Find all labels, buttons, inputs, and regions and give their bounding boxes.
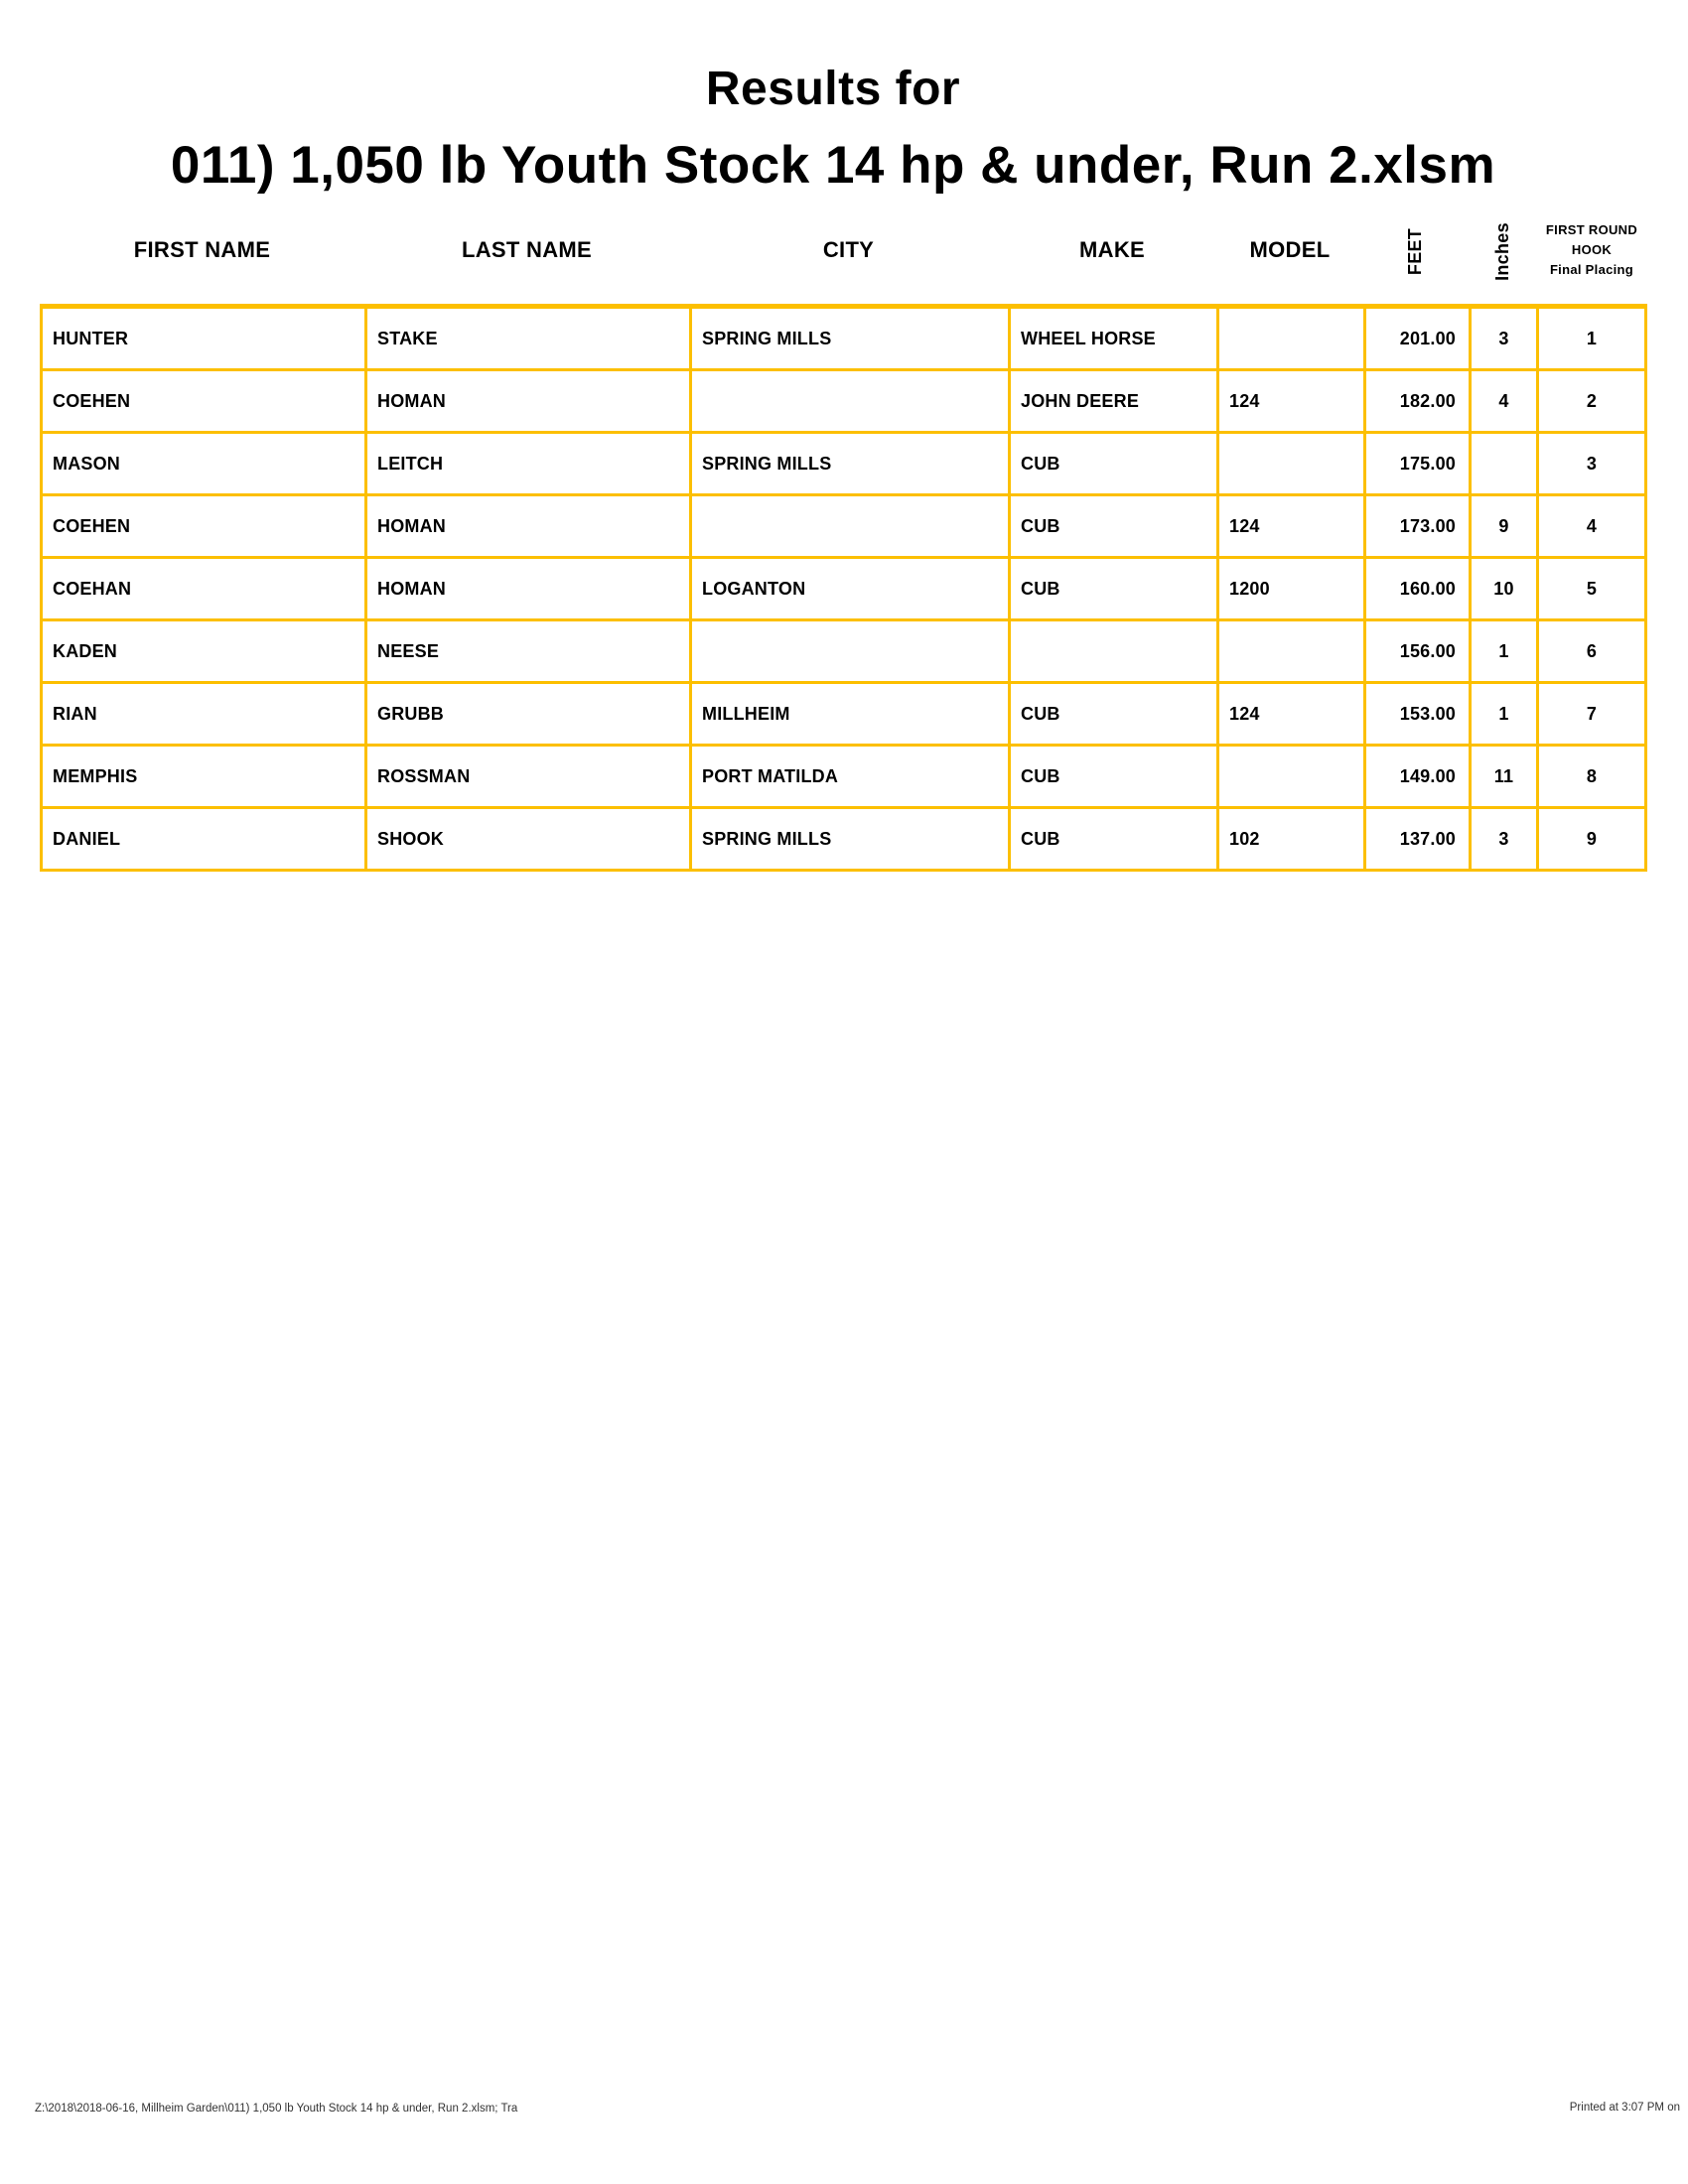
cell-make: CUB [1008, 434, 1216, 493]
cell-feet: 175.00 [1363, 434, 1469, 493]
cell-first-name: COEHEN [40, 371, 364, 431]
cell-city: PORT MATILDA [689, 747, 1008, 806]
cell-first-name: DANIEL [40, 809, 364, 869]
cell-feet: 156.00 [1363, 621, 1469, 681]
col-header-feet-label: FEET [1405, 227, 1426, 276]
cell-model: 1200 [1216, 559, 1363, 618]
col-header-inches [1474, 222, 1532, 281]
cell-placing: 2 [1536, 371, 1647, 431]
cell-city: MILLHEIM [689, 684, 1008, 744]
cell-feet: 153.00 [1363, 684, 1469, 744]
page-title: Results for [705, 63, 961, 115]
cell-first-name: RIAN [40, 684, 364, 744]
cell-placing: 1 [1536, 309, 1647, 368]
cell-city: SPRING MILLS [689, 809, 1008, 869]
cell-last-name: GRUBB [364, 684, 689, 744]
cell-inches: 3 [1469, 809, 1536, 869]
cell-city [689, 496, 1008, 556]
cell-feet: 137.00 [1363, 809, 1469, 869]
cell-inches: 9 [1469, 496, 1536, 556]
table-header-row [40, 199, 1647, 302]
cell-placing: 5 [1536, 559, 1647, 618]
col-header-first-name: FIRST NAME [133, 237, 271, 262]
table-row [40, 496, 1647, 559]
cell-placing: 4 [1536, 496, 1647, 556]
hook-header-line1: FIRST ROUND [1545, 221, 1638, 237]
table-row [40, 371, 1647, 434]
hook-header-line2: HOOK [1571, 241, 1613, 257]
cell-inches: 1 [1469, 684, 1536, 744]
cell-feet: 201.00 [1363, 309, 1469, 368]
cell-model [1216, 747, 1363, 806]
cell-placing: 7 [1536, 684, 1647, 744]
footer-file-path: Z:\2018\2018-06-16, Millheim Garden\011) 1,050 lb Youth Stock 14 hp & under, Run 2.xlsm; Tra [35, 2103, 518, 2115]
table-row [40, 621, 1647, 684]
cell-last-name: NEESE [364, 621, 689, 681]
cell-inches: 4 [1469, 371, 1536, 431]
cell-make: CUB [1008, 684, 1216, 744]
cell-city: LOGANTON [689, 559, 1008, 618]
cell-first-name: MEMPHIS [40, 747, 364, 806]
cell-first-name: COEHAN [40, 559, 364, 618]
cell-model: 124 [1216, 496, 1363, 556]
cell-make: CUB [1008, 809, 1216, 869]
cell-last-name: ROSSMAN [364, 747, 689, 806]
cell-inches: 1 [1469, 621, 1536, 681]
cell-last-name: HOMAN [364, 371, 689, 431]
col-header-model: MODEL [1249, 237, 1331, 262]
cell-last-name: HOMAN [364, 559, 689, 618]
cell-feet: 182.00 [1363, 371, 1469, 431]
cell-placing: 3 [1536, 434, 1647, 493]
cell-first-name: COEHEN [40, 496, 364, 556]
col-header-feet [1392, 227, 1439, 276]
cell-make: CUB [1008, 496, 1216, 556]
cell-inches: 11 [1469, 747, 1536, 806]
cell-placing: 8 [1536, 747, 1647, 806]
cell-city [689, 371, 1008, 431]
table-row [40, 684, 1647, 747]
cell-city: SPRING MILLS [689, 434, 1008, 493]
cell-last-name: LEITCH [364, 434, 689, 493]
cell-make [1008, 621, 1216, 681]
cell-model: 124 [1216, 371, 1363, 431]
cell-city [689, 621, 1008, 681]
cell-feet: 173.00 [1363, 496, 1469, 556]
cell-feet: 149.00 [1363, 747, 1469, 806]
cell-first-name: KADEN [40, 621, 364, 681]
table-row [40, 309, 1647, 371]
hook-header-line3: Final Placing [1549, 262, 1634, 278]
table-row [40, 809, 1647, 872]
cell-model [1216, 434, 1363, 493]
cell-make: CUB [1008, 747, 1216, 806]
cell-inches: 3 [1469, 309, 1536, 368]
cell-make: CUB [1008, 559, 1216, 618]
table-row [40, 434, 1647, 496]
col-header-inches-label: Inches [1491, 222, 1512, 281]
col-header-make: MAKE [1079, 237, 1145, 262]
cell-first-name: MASON [40, 434, 364, 493]
cell-model: 102 [1216, 809, 1363, 869]
cell-placing: 6 [1536, 621, 1647, 681]
cell-feet: 160.00 [1363, 559, 1469, 618]
cell-placing: 9 [1536, 809, 1647, 869]
table-row [40, 559, 1647, 621]
col-header-city: CITY [822, 237, 875, 262]
cell-make: JOHN DEERE [1008, 371, 1216, 431]
cell-model: 124 [1216, 684, 1363, 744]
cell-make: WHEEL HORSE [1008, 309, 1216, 368]
cell-first-name: HUNTER [40, 309, 364, 368]
cell-last-name: STAKE [364, 309, 689, 368]
cell-inches: 10 [1469, 559, 1536, 618]
table-row [40, 747, 1647, 809]
cell-model [1216, 309, 1363, 368]
file-title: 011) 1,050 lb Youth Stock 14 hp & under, Run 2.xlsm [170, 136, 1496, 195]
col-header-hook-placing [1546, 220, 1637, 280]
footer-printed-at: Printed at 3:07 PM on [1569, 2102, 1680, 2114]
col-header-last-name: LAST NAME [461, 237, 593, 262]
cell-city: SPRING MILLS [689, 309, 1008, 368]
cell-inches [1469, 434, 1536, 493]
results-table [40, 304, 1647, 872]
cell-last-name: HOMAN [364, 496, 689, 556]
cell-model [1216, 621, 1363, 681]
cell-last-name: SHOOK [364, 809, 689, 869]
